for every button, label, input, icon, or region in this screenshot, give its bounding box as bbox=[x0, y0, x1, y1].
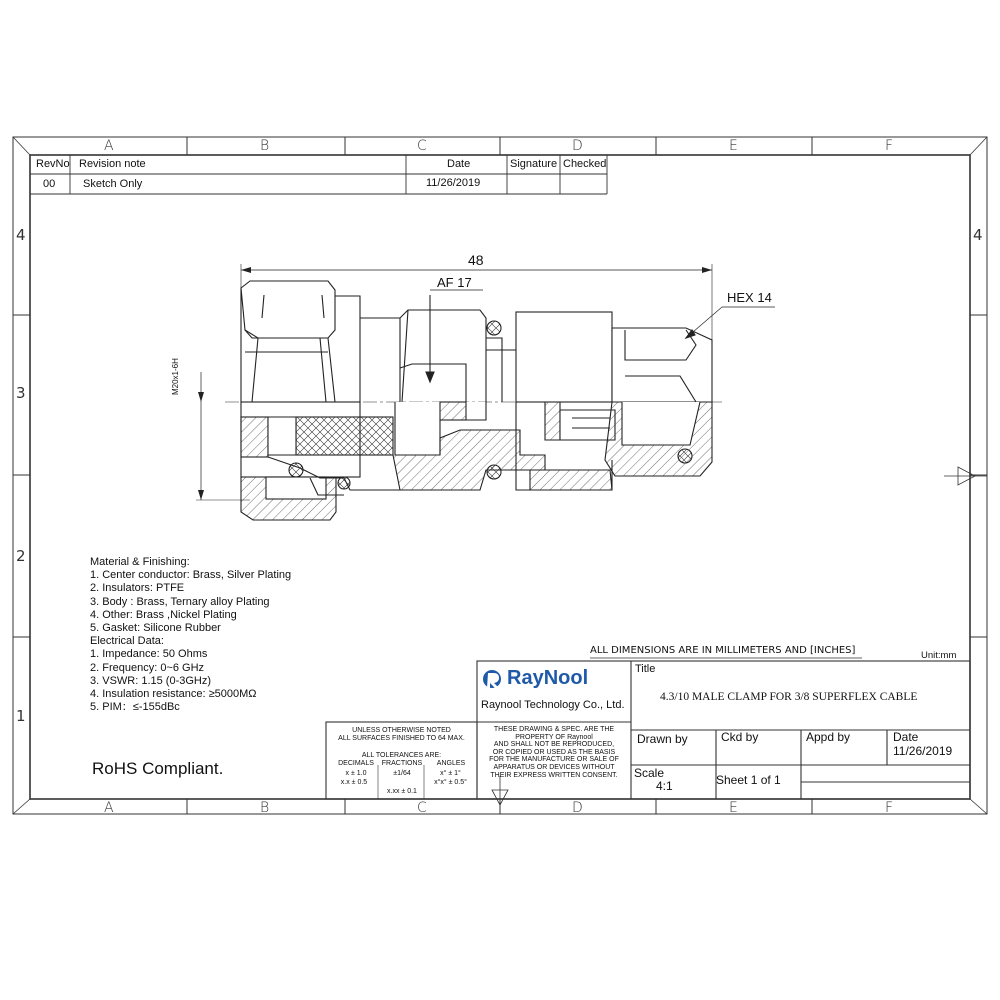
material-item: 5. Gasket: Silicone Rubber bbox=[90, 622, 221, 635]
ckd-by-label: Ckd by bbox=[721, 730, 759, 744]
grid-row-1-left: 1 bbox=[16, 707, 26, 725]
rev-header-signature: Signature bbox=[510, 158, 558, 170]
property-line: PROPERTY OF Raynool bbox=[515, 733, 593, 741]
grid-col-e-top: E bbox=[729, 138, 738, 154]
material-notes bbox=[90, 556, 291, 714]
grid-row-4-left: 4 bbox=[16, 226, 26, 244]
electrical-heading: Electrical Data: bbox=[90, 635, 164, 648]
grid-col-b-top: B bbox=[260, 138, 270, 154]
property-notice bbox=[477, 726, 631, 779]
electrical-item: 2. Frequency: 0~6 GHz bbox=[90, 661, 205, 674]
tolerance-col-fractions: FRACTIONS bbox=[381, 760, 423, 767]
tolerance-dec1: x ± 1.0 bbox=[345, 770, 367, 777]
tolerance-col-decimals: DECIMALS bbox=[338, 760, 374, 767]
date-label: Date bbox=[893, 730, 919, 744]
sheet-count: Sheet 1 of 1 bbox=[716, 773, 781, 787]
grid-row-3-left: 3 bbox=[16, 384, 26, 402]
grid-col-b-bottom: B bbox=[260, 800, 270, 816]
unit-label: Unit:mm bbox=[921, 650, 957, 661]
material-item: 1. Center conductor: Brass, Silver Plating bbox=[90, 569, 292, 582]
rev-row-note: Sketch Only bbox=[83, 178, 143, 190]
title-label: Title bbox=[635, 663, 656, 675]
property-line: THESE DRAWING & SPEC. ARE THE bbox=[493, 726, 615, 733]
tolerance-frac1: ±1/64 bbox=[393, 770, 411, 777]
property-line: THEIR EXPRESS WRITTEN CONSENT. bbox=[490, 771, 618, 779]
drawing-title: 4.3/10 MALE CLAMP FOR 3/8 SUPERFLEX CABLE bbox=[660, 691, 918, 703]
electrical-item: 4. Insulation resistance: ≥5000MΩ bbox=[90, 688, 257, 701]
rev-row-date: 11/26/2019 bbox=[426, 177, 481, 189]
rev-header-note: Revision note bbox=[79, 158, 146, 170]
company-name: Raynool Technology Co., Ltd. bbox=[481, 699, 625, 711]
connector-drawing bbox=[196, 264, 775, 520]
tolerance-dec3: x.xx ± 0.1 bbox=[387, 788, 417, 795]
tolerance-line1: UNLESS OTHERWISE NOTED bbox=[352, 727, 451, 734]
rohs-statement: RoHS Compliant. bbox=[92, 759, 224, 778]
grid-col-a-bottom: A bbox=[104, 800, 114, 816]
tolerance-ang1: x° ± 1° bbox=[440, 770, 461, 777]
grid-col-a-top: A bbox=[104, 138, 114, 154]
appd-by-label: Appd by bbox=[806, 730, 851, 744]
hex-14-label: HEX 14 bbox=[727, 290, 772, 305]
property-line: APPARATUS OR DEVICES WITHOUT bbox=[493, 763, 615, 771]
material-item: 4. Other: Brass ,Nickel Plating bbox=[90, 608, 237, 621]
grid-col-f-top: F bbox=[885, 138, 894, 154]
tolerance-col-angles: ANGLES bbox=[436, 760, 466, 767]
grid-col-f-bottom: F bbox=[885, 800, 894, 816]
property-line: FOR THE MANUFACTURE OR SALE OF bbox=[489, 756, 619, 764]
grid-col-c-top: C bbox=[417, 138, 427, 154]
grid-col-c-bottom: C bbox=[417, 800, 427, 816]
electrical-item: 1. Impedance: 50 Ohms bbox=[90, 648, 208, 661]
rev-header-revno: RevNo bbox=[36, 158, 70, 170]
property-line: AND SHALL NOT BE REPRODUCED, bbox=[493, 741, 615, 749]
grid-col-e-bottom: E bbox=[729, 800, 738, 816]
grid-row-4-right: 4 bbox=[973, 226, 983, 244]
date-value: 11/26/2019 bbox=[893, 744, 953, 758]
tolerance-ang2: x°x° ± 0.5° bbox=[434, 779, 467, 786]
company-logo-text: RayNool bbox=[507, 667, 589, 689]
grid-col-d-top: D bbox=[572, 138, 583, 154]
thread-label: M20x1-6H bbox=[171, 358, 180, 395]
material-item: 2. Insulators: PTFE bbox=[90, 582, 185, 595]
tolerance-line3: ALL TOLERANCES ARE: bbox=[361, 752, 442, 759]
electrical-item: 5. PIM：≤-155dBc bbox=[90, 701, 180, 714]
dimension-overall-length: 48 bbox=[468, 252, 484, 268]
scale-value: 4:1 bbox=[656, 779, 673, 793]
material-heading: Material & Finishing: bbox=[90, 556, 190, 568]
dimensions-note: ALL DIMENSIONS ARE IN MILLIMETERS AND [INCHES] bbox=[590, 645, 856, 656]
raynool-logo-icon bbox=[483, 670, 501, 688]
tolerance-line2: ALL SURFACES FINISHED TO 64 MAX. bbox=[338, 735, 465, 742]
tolerance-dec2: x.x ± 0.5 bbox=[340, 779, 368, 786]
scale-label: Scale bbox=[634, 766, 665, 780]
af-17-label: AF 17 bbox=[437, 275, 472, 290]
property-line: OR COPIED OR USED AS THE BASIS bbox=[492, 748, 616, 756]
grid-col-d-bottom: D bbox=[572, 800, 583, 816]
rev-row-revno: 00 bbox=[43, 178, 56, 190]
drawn-by-label: Drawn by bbox=[637, 732, 688, 746]
grid-row-2-left: 2 bbox=[16, 547, 26, 565]
rev-header-date: Date bbox=[447, 158, 471, 170]
rev-header-checked: Checked bbox=[563, 158, 607, 170]
material-item: 3. Body : Brass, Ternary alloy Plating bbox=[90, 595, 270, 608]
electrical-item: 3. VSWR: 1.15 (0-3GHz) bbox=[90, 674, 212, 687]
